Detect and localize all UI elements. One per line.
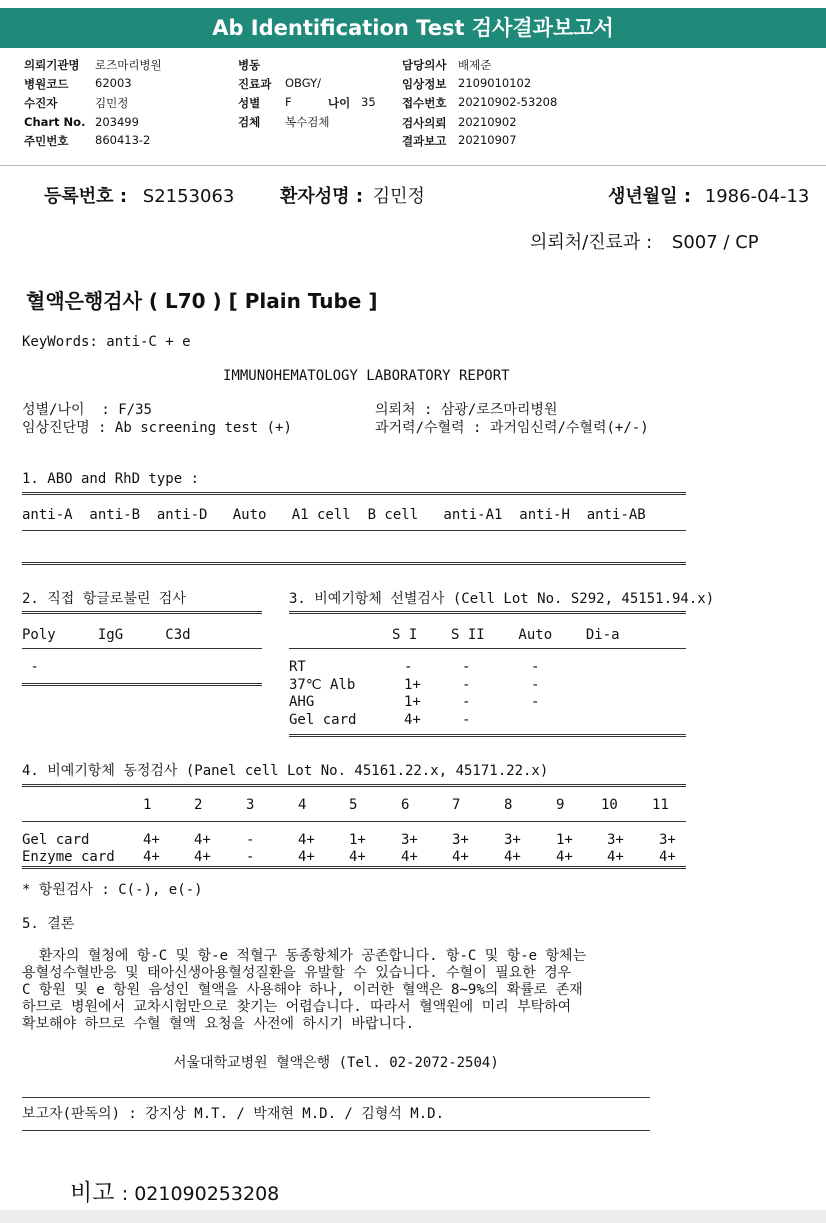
panel-cell-number: 8 (504, 797, 513, 813)
patient-label: 수진자 (24, 96, 58, 110)
report-date-value: 20210907 (458, 133, 517, 147)
diagnosis-line: 임상진단명 : Ab screening test (+) (22, 420, 292, 436)
birth-date (608, 182, 809, 208)
dat-value: - (22, 659, 39, 675)
rrn-label: 주민번호 (24, 134, 69, 148)
sex-value: F (285, 95, 292, 109)
conclusion-line: 환자의 혈청에 항-C 및 항-e 적혈구 동종항체가 공존합니다. 항-C 및 항-e 항체는 (22, 948, 587, 964)
ward-label: 병동 (238, 58, 261, 72)
panel-row-label: Gel card (22, 832, 90, 848)
abo-headers: anti-A anti-B anti-D Auto A1 cell B cell anti-A1 anti-H anti-AB (22, 507, 646, 523)
single-rule (22, 530, 686, 531)
panel-cell-number: 10 (601, 797, 618, 813)
chart-label: Chart No. (24, 115, 86, 129)
panel-cell-number: 3 (246, 797, 255, 813)
name-label: 환자성명 : (280, 186, 364, 207)
panel-result-cell: 3+ (659, 832, 676, 848)
panel-cell-number: 6 (401, 797, 410, 813)
patient-value: 김민정 (95, 96, 129, 110)
dept-value: OBGY/ (285, 76, 321, 90)
panel-result-cell: 4+ (194, 832, 211, 848)
rrn-value: 860413-2 (95, 133, 151, 147)
name-value: 김민정 (372, 186, 425, 207)
panel-cell-number: 4 (298, 797, 307, 813)
panel-result-cell: 4+ (556, 849, 573, 865)
panel-result-cell: 4+ (659, 849, 676, 865)
dat-headers: Poly IgG C3d (22, 627, 191, 643)
age-value: 35 (361, 95, 376, 109)
screening-cell-label: Gel card (289, 711, 357, 728)
single-rule (289, 648, 686, 649)
receipt-value: 20210902-53208 (458, 95, 558, 109)
reg-value: S2153063 (142, 186, 235, 207)
panel-result-cell: 4+ (143, 849, 160, 865)
report-date-label: 결과보고 (402, 134, 447, 148)
institution: 서울대학교병원 혈액은행 (Tel. 02-2072-2504) (173, 1055, 499, 1071)
single-rule (22, 648, 262, 649)
remarks (70, 1174, 279, 1207)
screening-headers: S I S II Auto Di-a (392, 627, 620, 643)
clinical-value: 2109010102 (458, 76, 532, 90)
panel-result-cell: 4+ (298, 849, 315, 865)
referral-line: 의뢰처 : 삼광/로즈마리병원 (375, 402, 558, 418)
panel-result-cell: 1+ (349, 832, 366, 848)
panel-result-cell: 4+ (452, 849, 469, 865)
report-title-bar: Ab Identification Test 검사결과보고서 (0, 8, 826, 48)
sex-age-line: 성별/나이 : F/35 (22, 402, 152, 418)
keywords: KeyWords: anti-C + e (22, 334, 191, 350)
panel-result-cell: 4+ (194, 849, 211, 865)
screening-cell-label: AHG (289, 694, 315, 710)
screening-cell-si: 4+ (404, 711, 421, 728)
double-rule (22, 492, 686, 495)
screening-cell-auto: - (531, 676, 540, 693)
chart-value: 203499 (95, 115, 139, 129)
conclusion-line: 용혈성수혈반응 및 태아신생아용혈성질환을 유발할 수 있습니다. 수혈이 필요한 경우 (22, 965, 572, 981)
panel-result-cell: 1+ (556, 832, 573, 848)
panel-cell-number: 11 (652, 797, 669, 813)
hospital-label: 의뢰기관명 (24, 58, 80, 72)
test-title: 혈액은행검사 ( L70 ) [ Plain Tube ] (26, 289, 378, 313)
panel-result-cell: 4+ (298, 832, 315, 848)
dept-label: 진료과 (238, 77, 272, 91)
code-value: 62003 (95, 76, 132, 90)
doctor-value: 배제준 (458, 58, 492, 72)
request-label: 검사의뢰 (402, 116, 447, 130)
dob-value: 1986-04-13 (704, 186, 810, 207)
single-rule (22, 821, 686, 822)
panel-cell-number: 1 (143, 797, 152, 813)
panel-result-cell: 3+ (504, 832, 521, 848)
abo-section-title: 1. ABO and RhD type : (22, 471, 200, 487)
screening-section-title: 3. 비예기항체 선별검사 (Cell Lot No. S292, 45151.94.x) (289, 591, 715, 607)
patient-name (280, 182, 425, 208)
screening-cell-sii: - (462, 676, 471, 693)
history-line: 과거력/수혈력 : 과거임신력/수혈력(+/-) (375, 420, 649, 436)
clinical-label: 임상정보 (402, 77, 447, 91)
single-rule (22, 1130, 650, 1131)
specimen-value: 복수검체 (285, 115, 330, 129)
conclusion-title: 5. 결론 (22, 916, 75, 932)
panel-cell-number: 9 (556, 797, 565, 813)
referral-dept (530, 228, 759, 254)
antigen-test: * 항원검사 : C(-), e(-) (22, 882, 203, 898)
panel-result-cell: 3+ (401, 832, 418, 848)
screening-cell-si: 1+ (404, 676, 421, 693)
panel-result-cell: 4+ (349, 849, 366, 865)
panel-row-label: Enzyme card (22, 849, 115, 865)
panel-cell-number: 2 (194, 797, 203, 813)
lab-report-title: IMMUNOHEMATOLOGY LABORATORY REPORT (223, 368, 510, 384)
screening-cell-auto: - (531, 659, 540, 675)
reporters: 보고자(판독의) : 강지상 M.T. / 박재현 M.D. / 김형석 M.D. (22, 1106, 445, 1122)
double-rule (289, 734, 686, 737)
remarks-value: : 021090253208 (121, 1183, 280, 1205)
panel-section-title: 4. 비예기항체 동정검사 (Panel cell Lot No. 45161.22.x, 45171.22.x) (22, 763, 549, 779)
receipt-label: 접수번호 (402, 96, 447, 110)
remarks-label: 비고 (70, 1180, 115, 1206)
doctor-label: 담당의사 (402, 58, 447, 72)
single-rule (22, 1097, 650, 1098)
double-rule (289, 611, 686, 614)
request-value: 20210902 (458, 115, 517, 129)
dept-reg-value: S007 / CP (671, 232, 759, 253)
panel-result-cell: 4+ (401, 849, 418, 865)
dept-reg-label: 의뢰처/진료과 : (530, 232, 653, 253)
double-rule (22, 866, 686, 869)
screening-cell-sii: - (462, 659, 471, 675)
dob-label: 생년월일 : (608, 186, 692, 207)
sex-label: 성별 (238, 96, 261, 110)
double-rule (22, 562, 686, 565)
screening-cell-label: RT (289, 659, 306, 675)
double-rule (22, 611, 262, 614)
screening-cell-label: 37℃ Alb (289, 676, 356, 693)
reg-label: 등록번호 : (44, 186, 128, 207)
conclusion-line: 하므로 병원에서 교차시험만으로 찾기는 어렵습니다. 따라서 혈액원에 미리 부탁하여 (22, 999, 572, 1015)
age-label: 나이 (328, 96, 351, 110)
header-divider (0, 165, 826, 166)
specimen-label: 검체 (238, 115, 261, 129)
double-rule (22, 683, 262, 686)
code-label: 병원코드 (24, 77, 69, 91)
panel-result-cell: - (246, 832, 255, 848)
hospital-value: 로즈마리병원 (95, 58, 162, 72)
panel-result-cell: 3+ (452, 832, 469, 848)
dat-section-title: 2. 직접 항글로불린 검사 (22, 591, 186, 607)
panel-result-cell: 4+ (504, 849, 521, 865)
panel-cell-number: 7 (452, 797, 461, 813)
conclusion-line: 확보해야 하므로 수혈 혈액 요청을 사전에 하시기 바랍니다. (22, 1016, 415, 1032)
screening-cell-si: 1+ (404, 694, 421, 710)
screening-cell-auto: - (531, 694, 540, 710)
conclusion-line: C 항원 및 e 항원 음성인 혈액을 사용해야 하나, 이러한 혈액은 8~9%의 확률로 존재 (22, 982, 583, 998)
panel-cell-number: 5 (349, 797, 358, 813)
panel-result-cell: 4+ (607, 849, 624, 865)
panel-result-cell: 3+ (607, 832, 624, 848)
panel-result-cell: 4+ (143, 832, 160, 848)
screening-cell-si: - (404, 659, 413, 675)
panel-result-cell: - (246, 849, 255, 865)
screening-cell-sii: - (462, 711, 471, 728)
double-rule (22, 784, 686, 787)
registration-number (44, 182, 234, 208)
screening-cell-sii: - (462, 694, 471, 710)
